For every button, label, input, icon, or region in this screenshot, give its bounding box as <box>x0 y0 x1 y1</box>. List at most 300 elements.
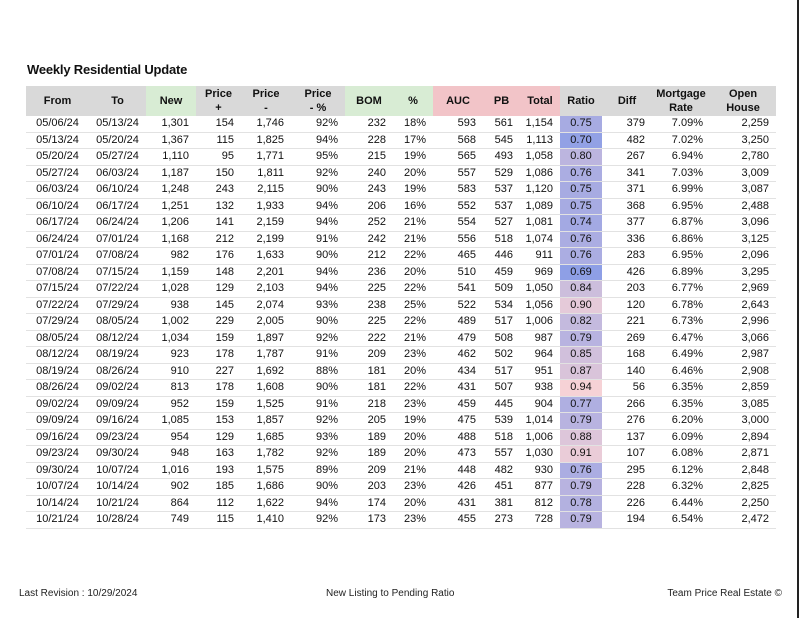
ratio-cell: 0.76 <box>560 462 602 479</box>
new-cell: 749 <box>146 512 196 529</box>
open-house-cell: 3,000 <box>710 413 776 430</box>
auc-cell: 434 <box>433 363 483 380</box>
total-cell: 1,074 <box>520 231 560 248</box>
diff-cell: 228 <box>602 479 652 496</box>
bom-cell: 225 <box>345 281 393 298</box>
bom-pct-cell: 23% <box>393 479 433 496</box>
bom-cell: 225 <box>345 314 393 331</box>
from-cell: 06/10/24 <box>26 198 89 215</box>
pb-cell: 534 <box>483 297 520 314</box>
new-cell: 1,016 <box>146 462 196 479</box>
open-house-cell: 3,085 <box>710 396 776 413</box>
new-cell: 902 <box>146 479 196 496</box>
price-pct-cell: 90% <box>291 248 345 265</box>
price-pct-cell: 91% <box>291 396 345 413</box>
total-cell: 1,030 <box>520 446 560 463</box>
price-plus-cell: 145 <box>196 297 241 314</box>
table-row <box>26 231 776 248</box>
pb-cell: 507 <box>483 380 520 397</box>
bom-cell: 189 <box>345 429 393 446</box>
from-cell: 08/12/24 <box>26 347 89 364</box>
mortgage-rate-cell: 6.32% <box>652 479 710 496</box>
from-cell: 05/06/24 <box>26 116 89 132</box>
pb-cell: 493 <box>483 149 520 166</box>
mortgage-rate-cell: 6.20% <box>652 413 710 430</box>
price-plus-cell: 115 <box>196 512 241 529</box>
price-pct-cell: 92% <box>291 446 345 463</box>
auc-cell: 552 <box>433 198 483 215</box>
price-plus-cell: 148 <box>196 264 241 281</box>
diff-cell: 371 <box>602 182 652 199</box>
bom-pct-cell: 21% <box>393 231 433 248</box>
mortgage-rate-cell: 6.78% <box>652 297 710 314</box>
bom-cell: 205 <box>345 413 393 430</box>
ratio-cell: 0.85 <box>560 347 602 364</box>
auc-cell: 557 <box>433 165 483 182</box>
mortgage-rate-cell: 6.46% <box>652 363 710 380</box>
col-header-from: From <box>26 86 89 116</box>
from-cell: 06/24/24 <box>26 231 89 248</box>
table-row <box>26 149 776 166</box>
to-cell: 10/28/24 <box>89 512 146 529</box>
price-plus-cell: 176 <box>196 248 241 265</box>
price-pct-cell: 94% <box>291 132 345 149</box>
diff-cell: 283 <box>602 248 652 265</box>
to-cell: 05/13/24 <box>89 116 146 132</box>
price-minus-cell: 2,103 <box>241 281 291 298</box>
diff-cell: 168 <box>602 347 652 364</box>
total-cell: 728 <box>520 512 560 529</box>
new-cell: 1,251 <box>146 198 196 215</box>
open-house-cell: 2,848 <box>710 462 776 479</box>
footer-copyright-text: Team Price Real Estate © <box>667 588 782 599</box>
price-plus-cell: 112 <box>196 495 241 512</box>
price-plus-cell: 95 <box>196 149 241 166</box>
ratio-cell: 0.76 <box>560 248 602 265</box>
price-pct-cell: 90% <box>291 479 345 496</box>
total-cell: 1,081 <box>520 215 560 232</box>
table-row <box>26 314 776 331</box>
price-plus-cell: 129 <box>196 281 241 298</box>
price-pct-cell: 91% <box>291 347 345 364</box>
new-cell: 954 <box>146 429 196 446</box>
total-cell: 1,058 <box>520 149 560 166</box>
price-pct-cell: 92% <box>291 413 345 430</box>
price-plus-cell: 159 <box>196 330 241 347</box>
to-cell: 06/03/24 <box>89 165 146 182</box>
from-cell: 09/16/24 <box>26 429 89 446</box>
table-row <box>26 165 776 182</box>
auc-cell: 475 <box>433 413 483 430</box>
table-row <box>26 264 776 281</box>
from-cell: 09/30/24 <box>26 462 89 479</box>
ratio-cell: 0.76 <box>560 165 602 182</box>
ratio-cell: 0.88 <box>560 429 602 446</box>
price-plus-cell: 243 <box>196 182 241 199</box>
table-row <box>26 512 776 529</box>
auc-cell: 473 <box>433 446 483 463</box>
pb-cell: 557 <box>483 446 520 463</box>
bom-pct-cell: 22% <box>393 314 433 331</box>
report-title: Weekly Residential Update <box>27 62 188 77</box>
from-cell: 05/27/24 <box>26 165 89 182</box>
bom-pct-cell: 20% <box>393 165 433 182</box>
diff-cell: 194 <box>602 512 652 529</box>
ratio-cell: 0.74 <box>560 215 602 232</box>
diff-cell: 140 <box>602 363 652 380</box>
to-cell: 08/19/24 <box>89 347 146 364</box>
col-header-new: New <box>146 86 196 116</box>
table-row <box>26 215 776 232</box>
new-cell: 864 <box>146 495 196 512</box>
open-house-cell: 2,643 <box>710 297 776 314</box>
mortgage-rate-cell: 6.95% <box>652 248 710 265</box>
open-house-cell: 3,250 <box>710 132 776 149</box>
new-cell: 1,168 <box>146 231 196 248</box>
bom-cell: 189 <box>345 446 393 463</box>
mortgage-rate-cell: 6.35% <box>652 396 710 413</box>
ratio-cell: 0.75 <box>560 182 602 199</box>
bom-pct-cell: 21% <box>393 215 433 232</box>
new-cell: 952 <box>146 396 196 413</box>
table-row <box>26 396 776 413</box>
price-minus-cell: 1,782 <box>241 446 291 463</box>
col-header-auc: AUC <box>433 86 483 116</box>
ratio-cell: 0.75 <box>560 198 602 215</box>
ratio-cell: 0.79 <box>560 479 602 496</box>
ratio-cell: 0.78 <box>560 495 602 512</box>
price-pct-cell: 95% <box>291 149 345 166</box>
price-plus-cell: 129 <box>196 429 241 446</box>
new-cell: 910 <box>146 363 196 380</box>
table-row <box>26 281 776 298</box>
from-cell: 06/03/24 <box>26 182 89 199</box>
open-house-cell: 3,125 <box>710 231 776 248</box>
price-minus-cell: 1,608 <box>241 380 291 397</box>
open-house-cell: 3,087 <box>710 182 776 199</box>
new-cell: 1,187 <box>146 165 196 182</box>
total-cell: 1,154 <box>520 116 560 132</box>
from-cell: 07/22/24 <box>26 297 89 314</box>
price-pct-cell: 93% <box>291 297 345 314</box>
price-minus-cell: 1,811 <box>241 165 291 182</box>
pb-cell: 508 <box>483 330 520 347</box>
price-plus-cell: 154 <box>196 116 241 132</box>
from-cell: 07/01/24 <box>26 248 89 265</box>
price-plus-cell: 150 <box>196 165 241 182</box>
table-header-row <box>26 86 776 116</box>
pb-cell: 502 <box>483 347 520 364</box>
col-header-price-plus: Price + <box>196 86 241 116</box>
auc-cell: 431 <box>433 380 483 397</box>
bom-cell: 181 <box>345 363 393 380</box>
price-minus-cell: 1,787 <box>241 347 291 364</box>
open-house-cell: 2,969 <box>710 281 776 298</box>
mortgage-rate-cell: 7.02% <box>652 132 710 149</box>
to-cell: 05/27/24 <box>89 149 146 166</box>
to-cell: 07/01/24 <box>89 231 146 248</box>
diff-cell: 426 <box>602 264 652 281</box>
open-house-cell: 3,066 <box>710 330 776 347</box>
bom-pct-cell: 20% <box>393 264 433 281</box>
table-row <box>26 413 776 430</box>
open-house-cell: 3,295 <box>710 264 776 281</box>
mortgage-rate-cell: 6.35% <box>652 380 710 397</box>
ratio-cell: 0.77 <box>560 396 602 413</box>
mortgage-rate-cell: 6.94% <box>652 149 710 166</box>
ratio-cell: 0.76 <box>560 231 602 248</box>
open-house-cell: 2,259 <box>710 116 776 132</box>
to-cell: 06/10/24 <box>89 182 146 199</box>
mortgage-rate-cell: 6.73% <box>652 314 710 331</box>
footer-center-text: New Listing to Pending Ratio <box>326 588 455 599</box>
auc-cell: 565 <box>433 149 483 166</box>
diff-cell: 203 <box>602 281 652 298</box>
diff-cell: 267 <box>602 149 652 166</box>
pb-cell: 459 <box>483 264 520 281</box>
new-cell: 982 <box>146 248 196 265</box>
ratio-cell: 0.87 <box>560 363 602 380</box>
total-cell: 1,056 <box>520 297 560 314</box>
total-cell: 812 <box>520 495 560 512</box>
table-row <box>26 479 776 496</box>
last-revision-text: Last Revision : 10/29/2024 <box>19 588 138 599</box>
price-pct-cell: 94% <box>291 264 345 281</box>
weekly-update-table <box>26 86 776 529</box>
total-cell: 938 <box>520 380 560 397</box>
col-header-bom: BOM <box>345 86 393 116</box>
to-cell: 08/05/24 <box>89 314 146 331</box>
new-cell: 813 <box>146 380 196 397</box>
auc-cell: 522 <box>433 297 483 314</box>
diff-cell: 221 <box>602 314 652 331</box>
price-minus-cell: 1,685 <box>241 429 291 446</box>
total-cell: 911 <box>520 248 560 265</box>
total-cell: 951 <box>520 363 560 380</box>
bom-cell: 209 <box>345 347 393 364</box>
auc-cell: 479 <box>433 330 483 347</box>
price-pct-cell: 94% <box>291 198 345 215</box>
to-cell: 05/20/24 <box>89 132 146 149</box>
bom-pct-cell: 18% <box>393 116 433 132</box>
price-minus-cell: 2,201 <box>241 264 291 281</box>
auc-cell: 556 <box>433 231 483 248</box>
mortgage-rate-cell: 6.09% <box>652 429 710 446</box>
new-cell: 1,028 <box>146 281 196 298</box>
bom-cell: 203 <box>345 479 393 496</box>
bom-pct-cell: 16% <box>393 198 433 215</box>
auc-cell: 593 <box>433 116 483 132</box>
to-cell: 10/14/24 <box>89 479 146 496</box>
new-cell: 1,206 <box>146 215 196 232</box>
to-cell: 07/22/24 <box>89 281 146 298</box>
pb-cell: 537 <box>483 182 520 199</box>
diff-cell: 377 <box>602 215 652 232</box>
bom-pct-cell: 23% <box>393 347 433 364</box>
from-cell: 08/26/24 <box>26 380 89 397</box>
to-cell: 07/29/24 <box>89 297 146 314</box>
ratio-cell: 0.84 <box>560 281 602 298</box>
mortgage-rate-cell: 6.49% <box>652 347 710 364</box>
mortgage-rate-cell: 6.54% <box>652 512 710 529</box>
ratio-cell: 0.90 <box>560 297 602 314</box>
pb-cell: 545 <box>483 132 520 149</box>
auc-cell: 488 <box>433 429 483 446</box>
from-cell: 09/23/24 <box>26 446 89 463</box>
total-cell: 930 <box>520 462 560 479</box>
col-header-total: Total <box>520 86 560 116</box>
mortgage-rate-cell: 6.12% <box>652 462 710 479</box>
from-cell: 09/09/24 <box>26 413 89 430</box>
table-row <box>26 495 776 512</box>
ratio-cell: 0.79 <box>560 512 602 529</box>
mortgage-rate-cell: 7.09% <box>652 116 710 132</box>
pb-cell: 529 <box>483 165 520 182</box>
diff-cell: 137 <box>602 429 652 446</box>
price-plus-cell: 178 <box>196 347 241 364</box>
total-cell: 1,006 <box>520 314 560 331</box>
auc-cell: 489 <box>433 314 483 331</box>
total-cell: 1,113 <box>520 132 560 149</box>
bom-pct-cell: 20% <box>393 429 433 446</box>
bom-cell: 181 <box>345 380 393 397</box>
mortgage-rate-cell: 6.44% <box>652 495 710 512</box>
price-plus-cell: 227 <box>196 363 241 380</box>
from-cell: 07/15/24 <box>26 281 89 298</box>
new-cell: 1,301 <box>146 116 196 132</box>
open-house-cell: 2,987 <box>710 347 776 364</box>
col-header-ratio: Ratio <box>560 86 602 116</box>
page-right-border <box>797 0 799 618</box>
pb-cell: 518 <box>483 231 520 248</box>
price-minus-cell: 1,622 <box>241 495 291 512</box>
new-cell: 923 <box>146 347 196 364</box>
table-row <box>26 198 776 215</box>
pb-cell: 381 <box>483 495 520 512</box>
to-cell: 06/24/24 <box>89 215 146 232</box>
price-minus-cell: 2,074 <box>241 297 291 314</box>
price-pct-cell: 92% <box>291 512 345 529</box>
bom-cell: 209 <box>345 462 393 479</box>
price-plus-cell: 159 <box>196 396 241 413</box>
price-minus-cell: 2,199 <box>241 231 291 248</box>
diff-cell: 341 <box>602 165 652 182</box>
price-plus-cell: 115 <box>196 132 241 149</box>
col-header-bom-pct: % <box>393 86 433 116</box>
diff-cell: 56 <box>602 380 652 397</box>
total-cell: 964 <box>520 347 560 364</box>
from-cell: 10/14/24 <box>26 495 89 512</box>
price-minus-cell: 1,857 <box>241 413 291 430</box>
total-cell: 969 <box>520 264 560 281</box>
mortgage-rate-cell: 6.99% <box>652 182 710 199</box>
to-cell: 09/02/24 <box>89 380 146 397</box>
price-minus-cell: 1,897 <box>241 330 291 347</box>
price-pct-cell: 94% <box>291 215 345 232</box>
diff-cell: 368 <box>602 198 652 215</box>
mortgage-rate-cell: 6.87% <box>652 215 710 232</box>
price-minus-cell: 1,410 <box>241 512 291 529</box>
auc-cell: 510 <box>433 264 483 281</box>
price-pct-cell: 92% <box>291 116 345 132</box>
ratio-cell: 0.70 <box>560 132 602 149</box>
to-cell: 07/08/24 <box>89 248 146 265</box>
from-cell: 08/19/24 <box>26 363 89 380</box>
col-header-pb: PB <box>483 86 520 116</box>
pb-cell: 445 <box>483 396 520 413</box>
diff-cell: 226 <box>602 495 652 512</box>
price-pct-cell: 90% <box>291 380 345 397</box>
col-header-price-pct: Price - % <box>291 86 345 116</box>
price-minus-cell: 1,686 <box>241 479 291 496</box>
from-cell: 06/17/24 <box>26 215 89 232</box>
from-cell: 05/20/24 <box>26 149 89 166</box>
price-minus-cell: 1,746 <box>241 116 291 132</box>
pb-cell: 509 <box>483 281 520 298</box>
total-cell: 1,086 <box>520 165 560 182</box>
new-cell: 1,002 <box>146 314 196 331</box>
pb-cell: 517 <box>483 314 520 331</box>
mortgage-rate-cell: 6.47% <box>652 330 710 347</box>
table-row <box>26 446 776 463</box>
to-cell: 10/07/24 <box>89 462 146 479</box>
open-house-cell: 2,096 <box>710 248 776 265</box>
table-row <box>26 429 776 446</box>
pb-cell: 561 <box>483 116 520 132</box>
open-house-cell: 2,250 <box>710 495 776 512</box>
bom-cell: 252 <box>345 215 393 232</box>
table-row <box>26 297 776 314</box>
from-cell: 07/29/24 <box>26 314 89 331</box>
mortgage-rate-cell: 6.77% <box>652 281 710 298</box>
pb-cell: 517 <box>483 363 520 380</box>
open-house-cell: 2,894 <box>710 429 776 446</box>
new-cell: 1,159 <box>146 264 196 281</box>
price-pct-cell: 94% <box>291 281 345 298</box>
diff-cell: 295 <box>602 462 652 479</box>
bom-pct-cell: 19% <box>393 413 433 430</box>
diff-cell: 482 <box>602 132 652 149</box>
bom-cell: 206 <box>345 198 393 215</box>
from-cell: 05/13/24 <box>26 132 89 149</box>
bom-cell: 232 <box>345 116 393 132</box>
to-cell: 06/17/24 <box>89 198 146 215</box>
pb-cell: 451 <box>483 479 520 496</box>
auc-cell: 455 <box>433 512 483 529</box>
open-house-cell: 2,780 <box>710 149 776 166</box>
bom-cell: 242 <box>345 231 393 248</box>
auc-cell: 465 <box>433 248 483 265</box>
from-cell: 07/08/24 <box>26 264 89 281</box>
to-cell: 09/23/24 <box>89 429 146 446</box>
diff-cell: 336 <box>602 231 652 248</box>
bom-pct-cell: 22% <box>393 248 433 265</box>
new-cell: 1,367 <box>146 132 196 149</box>
total-cell: 904 <box>520 396 560 413</box>
price-plus-cell: 153 <box>196 413 241 430</box>
bom-pct-cell: 17% <box>393 132 433 149</box>
bom-cell: 228 <box>345 132 393 149</box>
col-header-mortgage-rate: Mortgage Rate <box>652 86 710 116</box>
ratio-cell: 0.69 <box>560 264 602 281</box>
total-cell: 877 <box>520 479 560 496</box>
bom-pct-cell: 20% <box>393 363 433 380</box>
price-minus-cell: 2,005 <box>241 314 291 331</box>
price-pct-cell: 90% <box>291 314 345 331</box>
from-cell: 10/07/24 <box>26 479 89 496</box>
price-plus-cell: 193 <box>196 462 241 479</box>
new-cell: 938 <box>146 297 196 314</box>
